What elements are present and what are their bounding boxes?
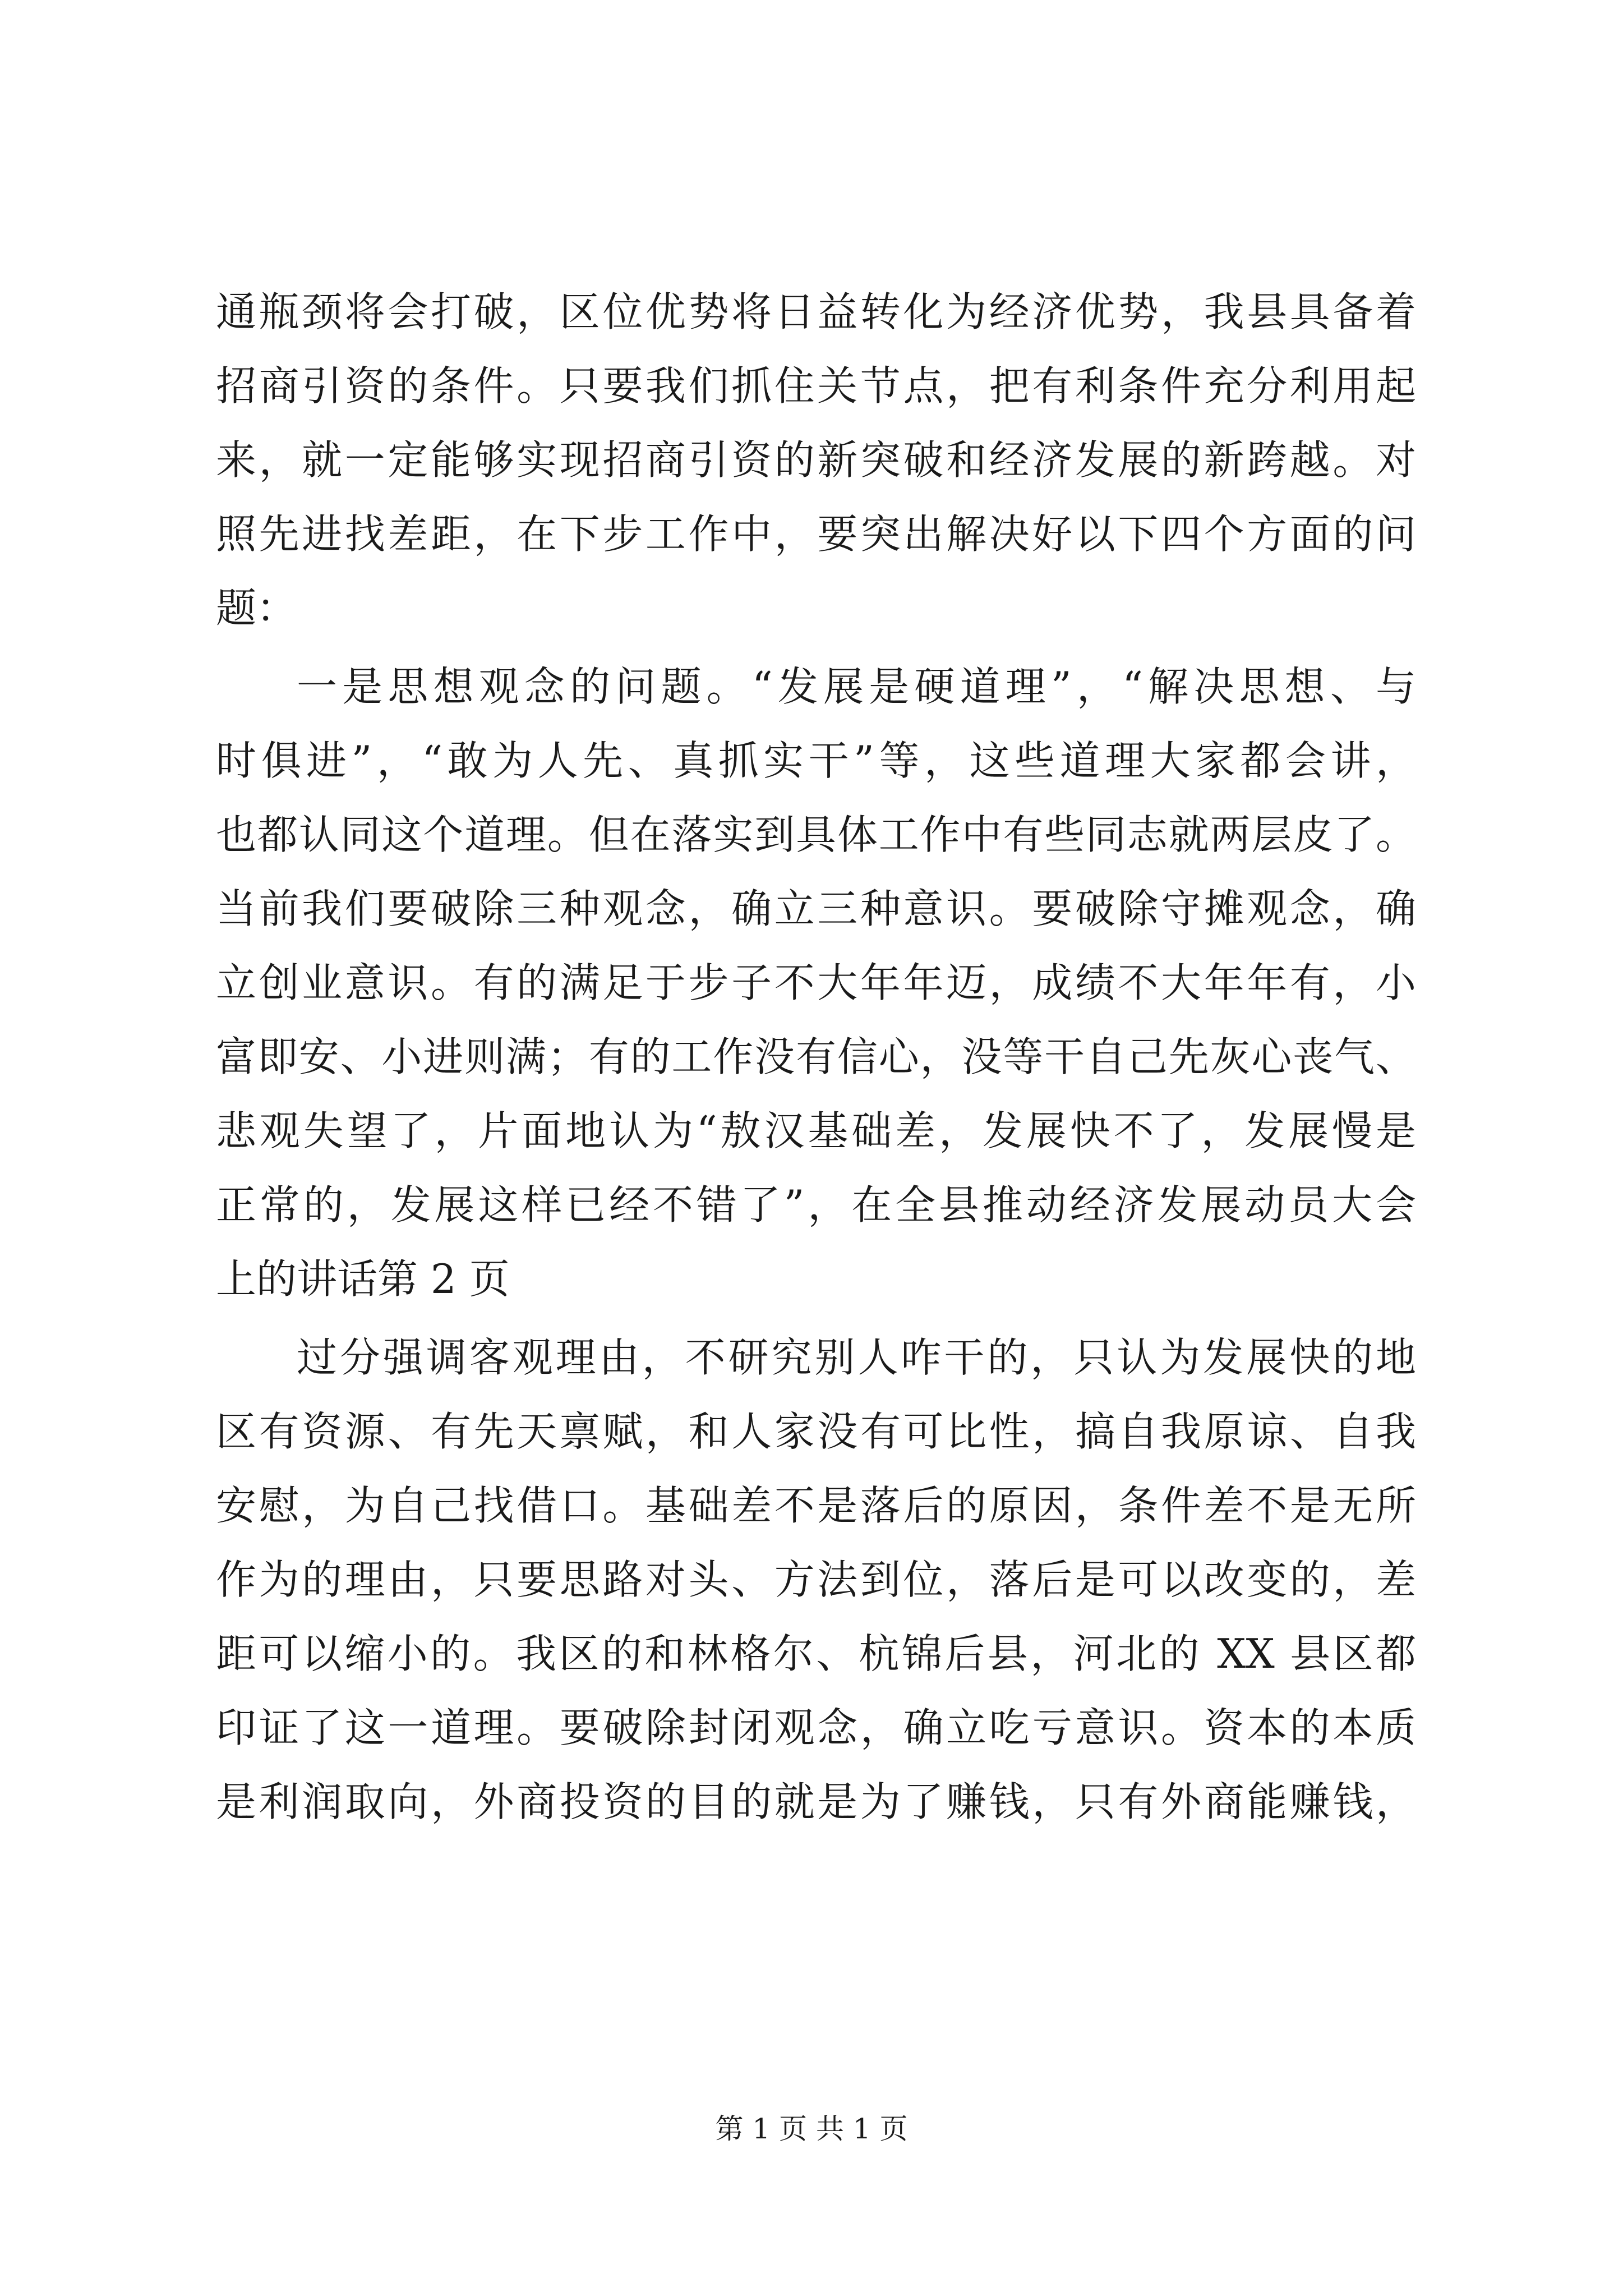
- text-line: 来，就一定能够实现招商引资的新突破和经济发展的新跨越。对: [216, 436, 1416, 484]
- text-line: 题：: [216, 585, 297, 632]
- text-line: 立创业意识。有的满足于步子不大年年迈，成绩不大年年有，小: [216, 959, 1416, 1006]
- text-line: 印证了这一道理。要破除封闭观念，确立吃亏意识。资本的本质: [216, 1704, 1416, 1751]
- text-line: 通瓶颈将会打破，区位优势将日益转化为经济优势，我县具备着: [216, 288, 1416, 335]
- page-number: 第 1 页 共 1 页: [715, 2113, 908, 2145]
- text-line: 照先进找差距，在下步工作中，要突出解决好以下四个方面的问: [216, 510, 1416, 558]
- text-line: 正常的，发展这样已经不错了”，在全县推动经济发展动员大会: [216, 1181, 1416, 1228]
- text-line: 区有资源、有先天禀赋，和人家没有可比性，搞自我原谅、自我: [216, 1408, 1416, 1455]
- page-footer: [0, 2106, 1623, 2147]
- text-line: 也都认同这个道理。但在落实到具体工作中有些同志就两层皮了。: [216, 811, 1416, 858]
- text-line: 安慰，为自己找借口。基础差不是落后的原因，条件差不是无所: [216, 1482, 1416, 1529]
- paragraph-first-line: 过分强调客观理由，不研究别人咋干的，只认为发展快的地: [297, 1334, 1416, 1381]
- text-line: 招商引资的条件。只要我们抓住关节点，把有利条件充分利用起: [216, 362, 1416, 409]
- text-line: 上的讲话第 2 页: [216, 1255, 510, 1303]
- text-line: 悲观失望了，片面地认为“敖汉基础差，发展快不了，发展慢是: [216, 1107, 1416, 1154]
- text-line: 富即安、小进则满；有的工作没有信心，没等干自己先灰心丧气、: [216, 1033, 1416, 1080]
- text-line: 作为的理由，只要思路对头、方法到位，落后是可以改变的，差: [216, 1556, 1416, 1603]
- paragraph-first-line: 一是思想观念的问题。“发展是硬道理”，“解决思想、与: [297, 663, 1416, 710]
- document-body: [216, 275, 1416, 1839]
- text-line: 是利润取向，外商投资的目的就是为了赚钱，只有外商能赚钱，: [216, 1778, 1416, 1825]
- text-line: 时俱进”，“敢为人先、真抓实干”等，这些道理大家都会讲，: [216, 737, 1416, 784]
- text-line: 当前我们要破除三种观念，确立三种意识。要破除守摊观念，确: [216, 885, 1416, 932]
- text-line: 距可以缩小的。我区的和林格尔、杭锦后县，河北的 XX 县区都: [216, 1630, 1416, 1677]
